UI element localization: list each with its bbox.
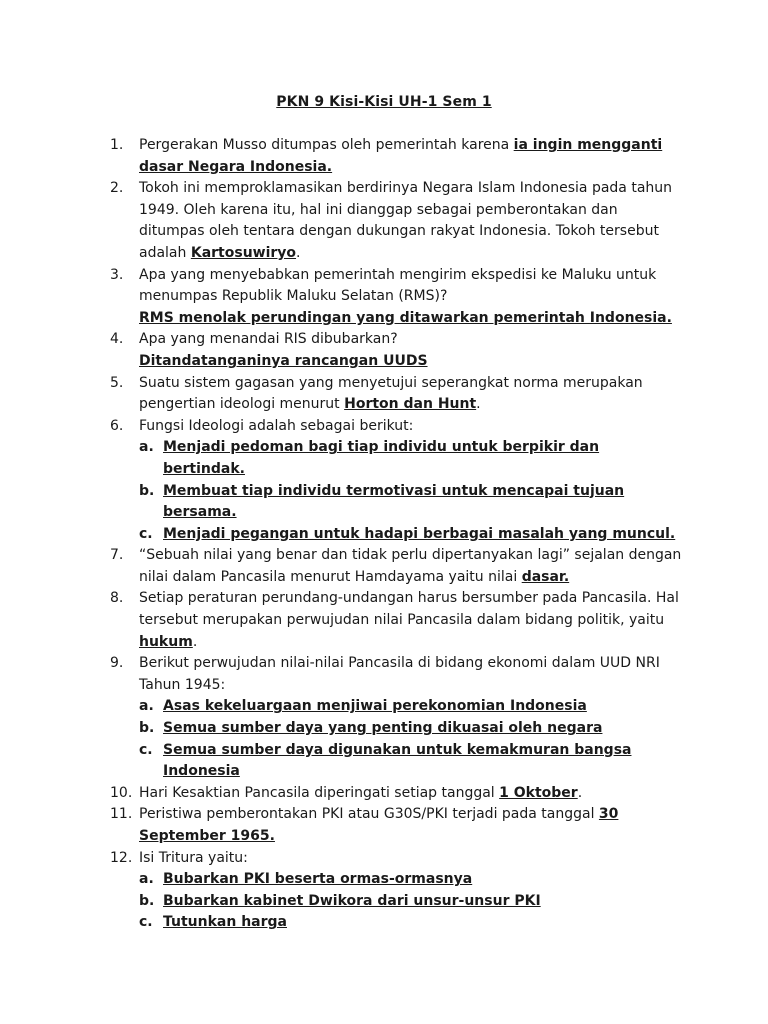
sub-item-text: Asas kekeluargaan menjiwai perekonomian Indonesia — [163, 698, 587, 715]
item-body — [139, 848, 685, 870]
sub-item-text: Menjadi pedoman bagi tiap individu untuk berpikir dan bertindak. — [163, 439, 600, 477]
punctuation: . — [296, 244, 301, 261]
sub-item-text: Tutunkan harga — [163, 914, 287, 931]
list-item — [110, 545, 685, 588]
item-number: 5. — [110, 374, 124, 391]
answer-text: dasar. — [521, 568, 570, 585]
item-body — [139, 135, 685, 178]
item-number: 8. — [110, 590, 124, 607]
question-text: Tokoh ini memproklamasikan berdirinya Negara Islam Indonesia pada tahun 1949. Oleh karena itu, hal ini dianggap sebagai pemberontakan dan ditumpas oleh tentara dengan dukungan rakyat Indonesia. Tokoh tersebut adalah — [139, 180, 673, 261]
sub-item-letter: b. — [139, 482, 155, 499]
item-body — [139, 804, 685, 847]
item-body — [139, 178, 685, 264]
item-body — [139, 265, 685, 308]
sub-item-text: Menjadi pegangan untuk hadapi berbagai masalah yang muncul. — [163, 525, 676, 542]
question-text: Apa yang menyebabkan pemerintah mengirim ekspedisi ke Maluku untuk menumpas Republik Maluku Selatan (RMS)? — [139, 266, 657, 305]
punctuation: . — [192, 633, 198, 650]
sub-item-letter: a. — [139, 439, 154, 456]
sub-item — [139, 718, 685, 740]
item-body — [139, 545, 685, 588]
answer-text: 30 September 1965. — [139, 806, 619, 844]
question-text: Peristiwa pemberontakan PKI atau G30S/PKI terjadi pada tanggal — [139, 806, 599, 823]
item-number: 3. — [110, 266, 124, 283]
question-text: Apa yang menandai RIS dibubarkan? — [139, 331, 398, 348]
item-number: 7. — [110, 547, 124, 564]
sub-item-text: Semua sumber daya yang penting dikuasai oleh negara — [163, 720, 603, 737]
sub-item-text: Bubarkan kabinet Dwikora dari unsur-unsur PKI — [163, 892, 541, 909]
question-text: Fungsi Ideologi adalah sebagai berikut: — [139, 417, 414, 434]
sub-item — [139, 869, 685, 891]
answer-text: RMS menolak perundingan yang ditawarkan pemerintah Indonesia. — [139, 309, 672, 326]
item-body — [139, 653, 685, 696]
list-item — [110, 329, 685, 372]
item-body — [139, 588, 685, 653]
sub-item-text: Membuat tiap individu termotivasi untuk mencapai tujuan bersama. — [163, 482, 625, 521]
answer-line — [139, 308, 685, 330]
list-item — [110, 135, 685, 178]
item-number: 2. — [110, 180, 124, 197]
sub-item — [139, 740, 685, 783]
question-text: Suatu sistem gagasan yang menyetujui seperangkat norma merupakan pengertian ideologi menurut — [139, 374, 643, 413]
sub-item-letter: c. — [139, 525, 153, 542]
punctuation: . — [577, 784, 583, 801]
sub-item — [139, 437, 685, 480]
list-item — [110, 416, 685, 546]
question-text: Isi Tritura yaitu: — [139, 849, 248, 866]
punctuation: . — [476, 396, 481, 413]
sub-item — [139, 696, 685, 718]
question-text: Berikut perwujudan nilai-nilai Pancasila di bidang ekonomi dalam UUD NRI Tahun 1945: — [139, 655, 660, 693]
sub-item-text: Bubarkan PKI beserta ormas-ormasnya — [163, 871, 473, 888]
sub-item-letter: a. — [139, 698, 154, 715]
item-body — [139, 416, 685, 438]
list-item — [110, 265, 685, 330]
item-body — [139, 373, 685, 416]
item-number: 6. — [110, 417, 124, 434]
item-number: 12. — [110, 849, 133, 866]
list-item — [110, 804, 685, 847]
sub-item — [139, 524, 685, 546]
sub-item — [139, 912, 685, 934]
sub-item-letter: c. — [139, 914, 153, 931]
item-number: 10. — [110, 784, 133, 801]
question-text: Setiap peraturan perundang-undangan harus bersumber pada Pancasila. Hal tersebut merupakan perwujudan nilai Pancasila dalam bidang politik, yaitu — [139, 590, 679, 629]
item-body — [139, 783, 685, 805]
item-number: 4. — [110, 331, 124, 348]
answer-text: Kartosuwiryo — [190, 244, 297, 261]
question-text: Pergerakan Musso ditumpas oleh pemerintah karena — [139, 137, 514, 153]
sub-item — [139, 481, 685, 524]
answer-text: 1 Oktober — [499, 784, 578, 801]
sub-item — [139, 891, 685, 913]
answer-text: Ditandatanganinya rancangan UUDS — [139, 352, 428, 369]
list-item — [110, 848, 685, 934]
sub-item-letter: a. — [139, 871, 154, 888]
list-item — [110, 588, 685, 653]
sub-item-letter: b. — [139, 892, 155, 909]
list-item — [110, 178, 685, 264]
item-body — [139, 329, 685, 351]
item-number: 1. — [110, 137, 124, 153]
item-number: 11. — [110, 806, 133, 823]
answer-text: hukum — [139, 633, 193, 650]
answer-line — [139, 351, 685, 373]
page-title: PKN 9 Kisi-Kisi UH-1 Sem 1 — [276, 94, 492, 110]
item-number: 9. — [110, 655, 124, 672]
question-list — [110, 135, 685, 934]
list-item — [110, 783, 685, 805]
sub-item-letter: c. — [139, 741, 153, 758]
answer-text: ia ingin mengganti dasar Negara Indonesia. — [139, 137, 663, 175]
list-item — [110, 373, 685, 416]
question-text: Hari Kesaktian Pancasila diperingati setiap tanggal — [139, 784, 500, 801]
sub-item-text: Semua sumber daya digunakan untuk kemakmuran bangsa Indonesia — [163, 741, 632, 780]
sub-item-letter: b. — [139, 720, 155, 737]
list-item — [110, 653, 685, 783]
question-text: “Sebuah nilai yang benar dan tidak perlu dipertanyakan lagi” sejalan dengan nilai dalam Pancasila menurut Hamdayama yaitu nilai — [139, 547, 682, 585]
answer-text: Horton dan Hunt — [344, 396, 477, 413]
